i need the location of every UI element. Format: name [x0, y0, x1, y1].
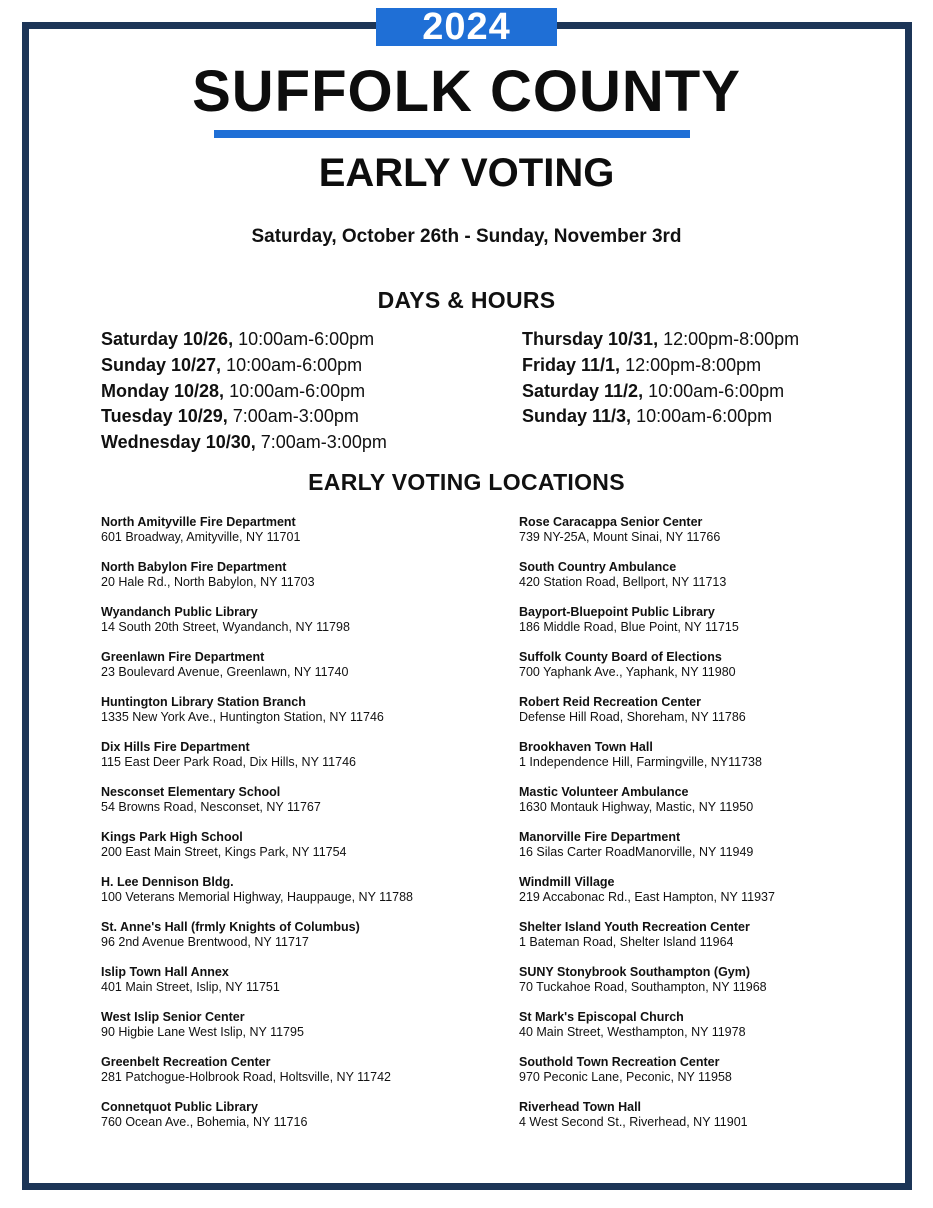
hours-row	[522, 327, 799, 353]
location-name: Dix Hills Fire Department	[101, 740, 250, 754]
location-item	[519, 559, 775, 604]
hours-time: 10:00am-6:00pm	[636, 406, 773, 427]
location-name: Huntington Library Station Branch	[101, 695, 306, 709]
location-address: 23 Boulevard Avenue, Greenlawn, NY 11740	[101, 665, 349, 679]
location-item	[519, 964, 775, 1009]
location-item	[519, 919, 775, 964]
hours-time: 12:00pm-8:00pm	[625, 354, 762, 375]
hours-list-left	[101, 327, 387, 456]
location-address: 100 Veterans Memorial Highway, Hauppauge, NY 11788	[101, 890, 413, 904]
location-name: Connetquot Public Library	[101, 1100, 258, 1114]
hours-row	[101, 353, 387, 379]
location-address: 760 Ocean Ave., Bohemia, NY 11716	[101, 1115, 308, 1129]
hours-row	[101, 379, 387, 405]
location-name: Windmill Village	[519, 875, 615, 889]
location-item	[519, 874, 775, 919]
hours-day: Saturday 10/26,	[101, 329, 234, 349]
date-range: Saturday, October 26th - Sunday, November 3rd	[251, 226, 682, 247]
location-item	[101, 604, 413, 649]
location-name: Bayport-Bluepoint Public Library	[519, 605, 715, 619]
location-address: 970 Peconic Lane, Peconic, NY 11958	[519, 1070, 732, 1084]
hours-day: Friday 11/1,	[522, 354, 621, 375]
locations-list-left	[101, 514, 413, 1144]
location-item	[101, 964, 413, 1009]
days-hours-heading: DAYS & HOURS	[377, 287, 556, 313]
location-address: 700 Yaphank Ave., Yaphank, NY 11980	[519, 665, 736, 679]
hours-row	[101, 430, 387, 456]
hours-time: 7:00am-3:00pm	[232, 406, 359, 427]
location-address: 14 South 20th Street, Wyandanch, NY 11798	[101, 620, 350, 634]
location-item	[519, 604, 775, 649]
location-item	[519, 784, 775, 829]
location-item	[101, 829, 413, 874]
location-item	[101, 559, 413, 604]
location-name: South Country Ambulance	[519, 560, 677, 574]
location-item	[519, 1054, 775, 1099]
location-item	[519, 829, 775, 874]
hours-time: 10:00am-6:00pm	[648, 380, 785, 401]
location-address: 4 West Second St., Riverhead, NY 11901	[519, 1115, 748, 1129]
hours-row	[522, 404, 799, 430]
location-item	[519, 649, 775, 694]
location-address: 281 Patchogue-Holbrook Road, Holtsville, NY 11742	[101, 1070, 391, 1084]
location-name: Southold Town Recreation Center	[519, 1055, 720, 1069]
hours-day: Sunday 10/27,	[101, 354, 222, 375]
location-name: Suffolk County Board of Elections	[519, 650, 722, 664]
location-item	[519, 514, 775, 559]
hours-day: Tuesday 10/29,	[101, 406, 228, 427]
location-name: St. Anne's Hall (frmly Knights of Columbus)	[101, 920, 360, 934]
title-underline	[214, 130, 690, 138]
locations-list-right	[519, 514, 775, 1144]
location-address: 96 2nd Avenue Brentwood, NY 11717	[101, 935, 309, 949]
locations-heading: EARLY VOTING LOCATIONS	[308, 469, 625, 495]
location-name: Mastic Volunteer Ambulance	[519, 785, 689, 799]
location-address: 90 Higbie Lane West Islip, NY 11795	[101, 1025, 304, 1039]
location-address: 219 Accabonac Rd., East Hampton, NY 11937	[519, 890, 775, 904]
location-item	[101, 874, 413, 919]
location-address: 20 Hale Rd., North Babylon, NY 11703	[101, 575, 315, 589]
location-address: 16 Silas Carter RoadManorville, NY 11949	[519, 845, 754, 859]
location-name: Brookhaven Town Hall	[519, 740, 653, 754]
location-item	[101, 784, 413, 829]
hours-time: 10:00am-6:00pm	[238, 329, 375, 349]
location-address: Defense Hill Road, Shoreham, NY 11786	[519, 710, 746, 724]
location-item	[101, 1099, 413, 1144]
location-name: Rose Caracappa Senior Center	[519, 515, 703, 529]
hours-row	[101, 404, 387, 430]
hours-day: Thursday 10/31,	[522, 329, 659, 349]
hours-list-right	[522, 327, 799, 430]
location-item	[519, 1099, 775, 1144]
hours-time: 12:00pm-8:00pm	[663, 329, 800, 349]
location-item	[519, 739, 775, 784]
location-item	[101, 694, 413, 739]
location-name: Shelter Island Youth Recreation Center	[519, 920, 750, 934]
hours-time: 10:00am-6:00pm	[229, 380, 366, 401]
location-name: Greenbelt Recreation Center	[101, 1055, 271, 1069]
hours-day: Sunday 11/3,	[522, 406, 632, 427]
year-badge: 2024	[376, 8, 557, 46]
location-address: 401 Main Street, Islip, NY 11751	[101, 980, 280, 994]
location-name: Kings Park High School	[101, 830, 243, 844]
location-name: H. Lee Dennison Bldg.	[101, 875, 234, 889]
location-item	[519, 694, 775, 739]
location-name: Wyandanch Public Library	[101, 605, 258, 619]
location-address: 1335 New York Ave., Huntington Station, NY 11746	[101, 710, 384, 724]
location-name: SUNY Stonybrook Southampton (Gym)	[519, 965, 751, 979]
location-address: 420 Station Road, Bellport, NY 11713	[519, 575, 727, 589]
location-name: Greenlawn Fire Department	[101, 650, 265, 664]
page-subtitle: EARLY VOTING	[318, 151, 615, 195]
hours-time: 10:00am-6:00pm	[226, 354, 363, 375]
location-item	[101, 919, 413, 964]
location-item	[519, 1009, 775, 1054]
hours-day: Wednesday 10/30,	[101, 432, 256, 453]
location-name: West Islip Senior Center	[101, 1010, 245, 1024]
hours-day: Saturday 11/2,	[522, 380, 644, 401]
location-address: 40 Main Street, Westhampton, NY 11978	[519, 1025, 746, 1039]
location-address: 1630 Montauk Highway, Mastic, NY 11950	[519, 800, 754, 814]
location-address: 115 East Deer Park Road, Dix Hills, NY 11746	[101, 755, 356, 769]
hours-day: Monday 10/28,	[101, 380, 225, 401]
location-address: 186 Middle Road, Blue Point, NY 11715	[519, 620, 739, 634]
location-name: Islip Town Hall Annex	[101, 965, 229, 979]
location-item	[101, 649, 413, 694]
hours-time: 7:00am-3:00pm	[260, 432, 387, 453]
hours-row	[522, 379, 799, 405]
location-address: 1 Independence Hill, Farmingville, NY11738	[519, 755, 762, 769]
hours-row	[522, 353, 799, 379]
location-name: St Mark's Episcopal Church	[519, 1010, 684, 1024]
page-title: SUFFOLK COUNTY	[192, 59, 741, 124]
location-address: 70 Tuckahoe Road, Southampton, NY 11968	[519, 980, 767, 994]
location-name: Nesconset Elementary School	[101, 785, 281, 799]
location-name: North Babylon Fire Department	[101, 560, 287, 574]
location-address: 601 Broadway, Amityville, NY 11701	[101, 530, 301, 544]
location-item	[101, 1054, 413, 1099]
location-item	[101, 739, 413, 784]
location-name: North Amityville Fire Department	[101, 515, 296, 529]
location-item	[101, 1009, 413, 1054]
hours-row	[101, 327, 387, 353]
location-address: 1 Bateman Road, Shelter Island 11964	[519, 935, 734, 949]
location-address: 739 NY-25A, Mount Sinai, NY 11766	[519, 530, 721, 544]
location-item	[101, 514, 413, 559]
location-name: Manorville Fire Department	[519, 830, 681, 844]
location-address: 200 East Main Street, Kings Park, NY 11754	[101, 845, 347, 859]
location-name: Riverhead Town Hall	[519, 1100, 642, 1114]
location-name: Robert Reid Recreation Center	[519, 695, 701, 709]
location-address: 54 Browns Road, Nesconset, NY 11767	[101, 800, 321, 814]
